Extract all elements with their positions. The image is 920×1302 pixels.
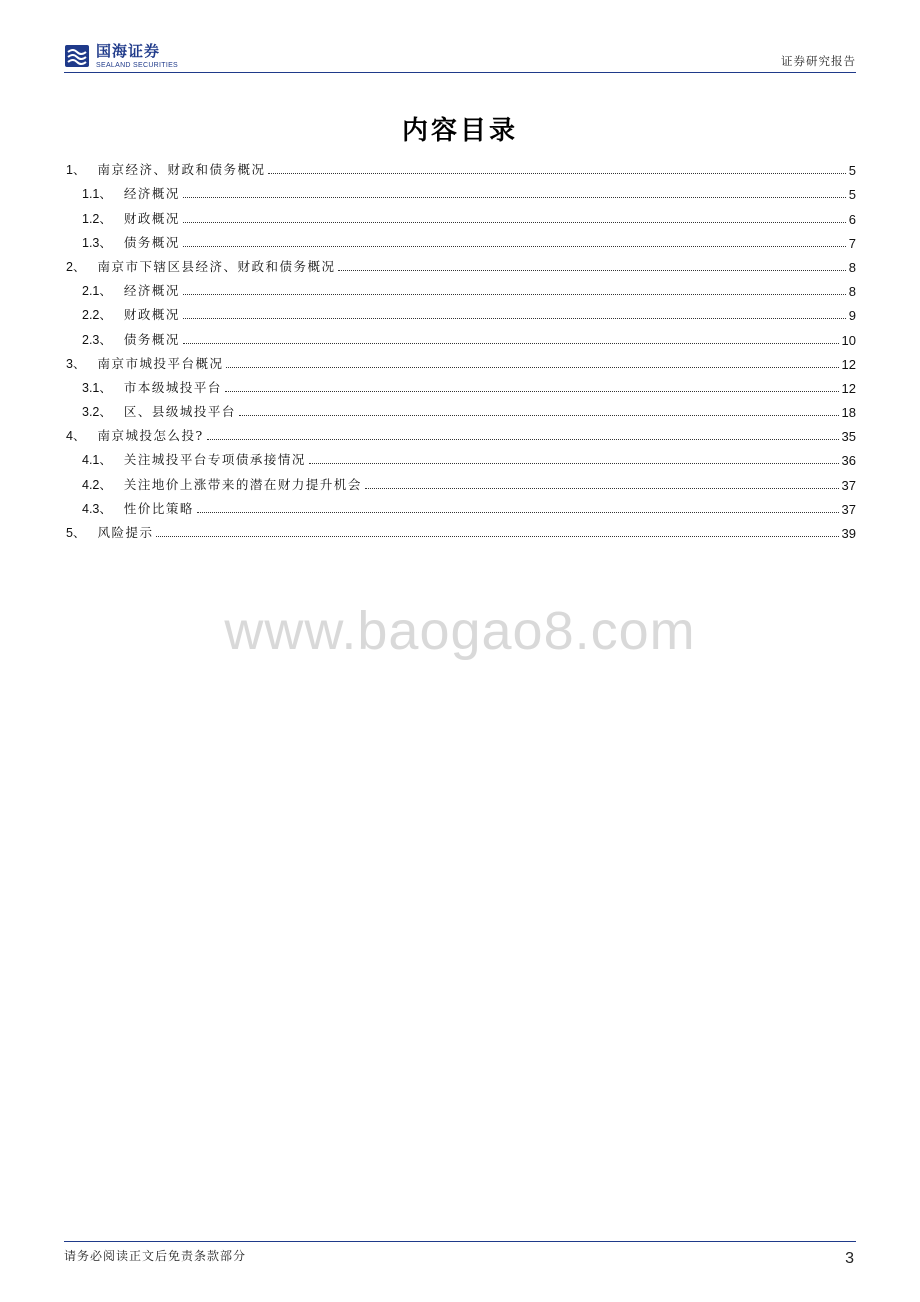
toc-title: 内容目录 <box>401 116 518 146</box>
toc-entry-label: 南京市下辖区县经济、财政和债务概况 <box>97 258 336 274</box>
toc-entry-page: 37 <box>841 501 856 517</box>
toc-entry-page: 5 <box>848 163 856 179</box>
toc-dot-leader <box>183 197 846 198</box>
toc-dot-leader <box>268 173 845 174</box>
toc-entry-label: 风险提示 <box>97 525 154 540</box>
toc-entry-number: 3.1、 <box>82 380 112 395</box>
toc-entry-label: 南京城投怎么投? <box>97 428 204 444</box>
toc-entry-label: 债务概况 <box>123 234 180 250</box>
toc-entry-label: 财政概况 <box>123 210 180 226</box>
toc-entry[interactable] <box>66 299 856 323</box>
toc-entry-page: 12 <box>841 356 856 372</box>
watermark: www.baogao8.com <box>224 601 696 661</box>
toc-entry[interactable] <box>66 323 856 347</box>
toc-entry[interactable] <box>66 444 856 468</box>
toc-entry-page: 7 <box>848 235 856 251</box>
toc-dot-leader <box>183 294 846 295</box>
toc-entry-number: 3.2、 <box>82 405 112 420</box>
toc-dot-leader <box>239 415 839 416</box>
page-number: 3 <box>845 1250 854 1267</box>
toc-dot-leader <box>338 270 845 271</box>
toc-entry-page: 8 <box>848 259 856 275</box>
toc-entry[interactable] <box>66 396 856 420</box>
sealand-logo-icon <box>64 44 90 68</box>
toc-dot-leader <box>183 318 846 319</box>
toc-entry[interactable] <box>66 348 856 372</box>
toc-dot-leader <box>207 439 839 440</box>
toc-entry-number: 4.3、 <box>82 501 112 516</box>
toc-dot-leader <box>365 488 839 489</box>
toc-entry-page: 10 <box>841 332 856 348</box>
toc-dot-leader <box>225 391 839 392</box>
toc-entry[interactable] <box>66 154 856 178</box>
toc-entry-page: 6 <box>848 211 856 227</box>
logo-english-name: SEALAND SECURITIES <box>96 61 179 69</box>
toc-dot-leader <box>226 367 838 368</box>
toc-entry-number: 4、 <box>66 429 86 444</box>
toc-entry-page: 5 <box>848 187 856 203</box>
page-header <box>64 42 856 73</box>
toc-dot-leader <box>197 512 839 513</box>
toc-entry-number: 2、 <box>66 259 86 274</box>
toc-entry[interactable] <box>66 251 856 275</box>
toc-entry-page: 36 <box>841 453 856 469</box>
toc-dot-leader <box>183 222 846 223</box>
toc-dot-leader <box>183 246 846 247</box>
toc-entry-label: 财政概况 <box>123 307 180 323</box>
toc-entry[interactable] <box>66 468 856 492</box>
toc-entry-number: 4.1、 <box>82 453 112 468</box>
toc-entry-label: 经济概况 <box>123 283 180 299</box>
toc-entry-label: 区、县级城投平台 <box>123 404 236 420</box>
toc-entry-number: 1.3、 <box>82 235 112 250</box>
toc-entry[interactable] <box>66 517 856 541</box>
toc-entry-label: 关注城投平台专项债承接情况 <box>123 452 306 468</box>
toc-entry-number: 2.1、 <box>82 284 112 299</box>
toc-entry-page: 12 <box>841 380 856 396</box>
toc-entry-page: 18 <box>841 405 856 421</box>
toc-dot-leader <box>309 463 839 464</box>
toc-entry[interactable] <box>66 275 856 299</box>
toc-entry-label: 市本级城投平台 <box>123 379 222 395</box>
toc-entry[interactable] <box>66 493 856 517</box>
disclaimer-note: 请务必阅读正文后免责条款部分 <box>64 1249 247 1263</box>
toc-dot-leader <box>156 536 838 537</box>
table-of-contents <box>66 154 856 541</box>
toc-entry-page: 9 <box>848 308 856 324</box>
toc-entry-label: 南京经济、财政和债务概况 <box>97 162 266 178</box>
company-logo <box>64 42 178 70</box>
toc-entry-page: 39 <box>841 526 856 541</box>
toc-entry-number: 1、 <box>66 163 86 178</box>
toc-entry-number: 3、 <box>66 356 86 371</box>
toc-entry-number: 5、 <box>66 526 86 540</box>
report-type-label: 证券研究报告 <box>781 54 856 68</box>
toc-entry-number: 1.2、 <box>82 211 112 226</box>
toc-entry-page: 35 <box>841 429 856 445</box>
toc-entry-label: 南京市城投平台概况 <box>97 355 224 371</box>
toc-entry-label: 经济概况 <box>123 186 180 202</box>
toc-entry[interactable] <box>66 227 856 251</box>
toc-entry-number: 1.1、 <box>82 187 112 202</box>
toc-entry-page: 37 <box>841 477 856 493</box>
toc-entry-number: 2.3、 <box>82 332 112 347</box>
toc-entry-label: 债务概况 <box>123 331 180 347</box>
toc-entry[interactable] <box>66 202 856 226</box>
toc-entry[interactable] <box>66 420 856 444</box>
toc-entry[interactable] <box>66 178 856 202</box>
toc-entry-number: 4.2、 <box>82 477 112 492</box>
toc-entry-label: 性价比策略 <box>123 500 194 516</box>
toc-entry-page: 8 <box>848 284 856 300</box>
page-footer <box>64 1241 856 1267</box>
toc-entry-number: 2.2、 <box>82 308 112 323</box>
logo-chinese-name: 国海证券 <box>96 41 161 60</box>
toc-entry-label: 关注地价上涨带来的潜在财力提升机会 <box>123 476 362 492</box>
toc-entry[interactable] <box>66 372 856 396</box>
toc-dot-leader <box>183 343 839 344</box>
